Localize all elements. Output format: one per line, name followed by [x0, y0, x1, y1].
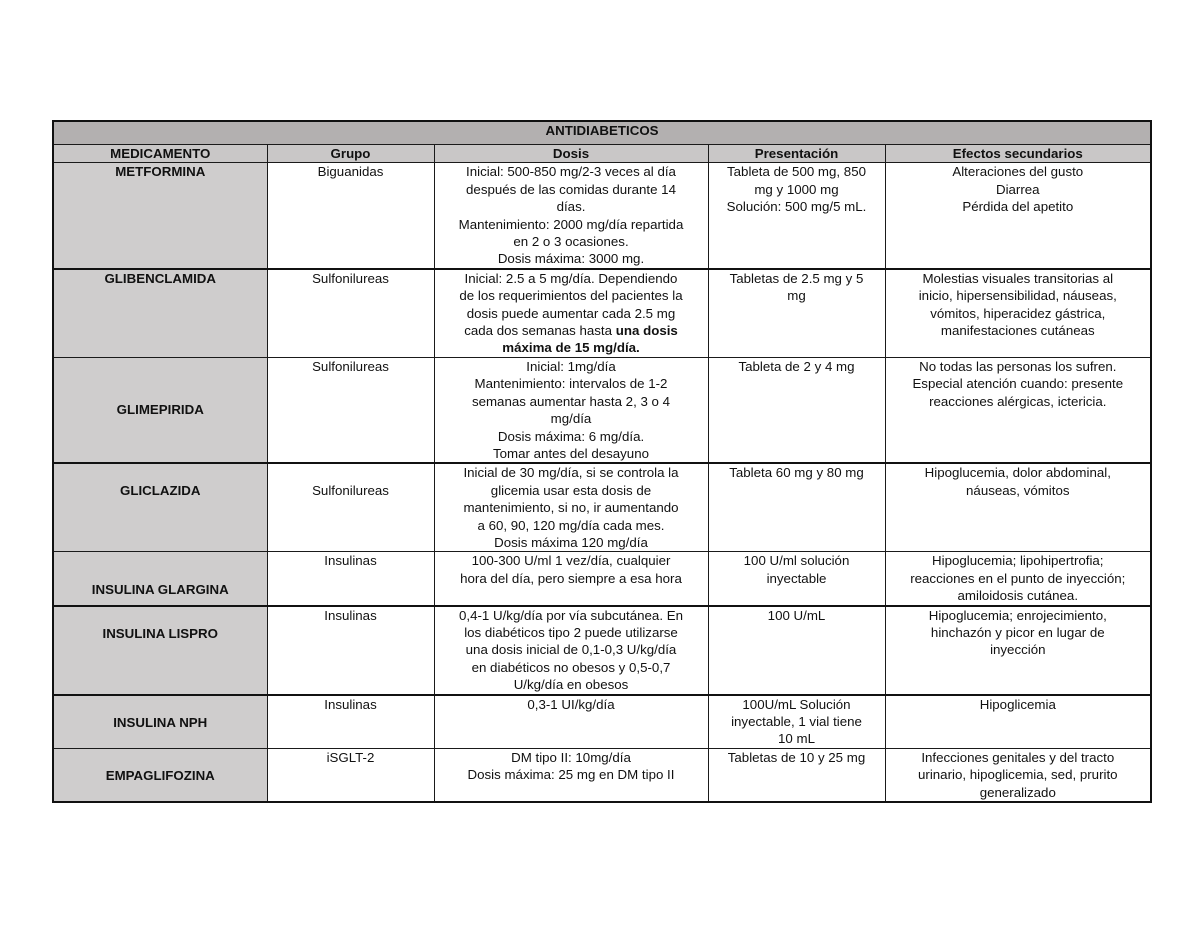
side-effect-line: reacciones alérgicas, ictericia. — [929, 393, 1107, 409]
drug-dose — [434, 163, 708, 269]
presentation-line: Tabletas de 2.5 mg y 5 — [729, 270, 864, 286]
drug-name: EMPAGLIFOZINA — [53, 748, 267, 802]
drug-presentation — [708, 748, 885, 802]
dose-line: Mantenimiento: 2000 mg/día repartida — [458, 216, 684, 232]
dose-line: de los requerimientos del pacientes la — [459, 288, 683, 304]
dose-line: Dosis máxima 120 mg/día — [494, 534, 648, 550]
side-effect-line: Hipoglicemia — [979, 696, 1056, 712]
dose-line: DM tipo II: 10mg/día — [511, 749, 631, 765]
presentation-line: 100 U/ml solución — [743, 553, 850, 569]
drug-name: METFORMINA — [53, 163, 267, 269]
dose-line: Dosis máxima: 6 mg/día. — [497, 428, 645, 444]
side-effect-line: generalizado — [979, 784, 1056, 800]
drug-dose — [434, 269, 708, 358]
drug-group: Biguanidas — [267, 163, 434, 269]
presentation-line: 100U/mL Solución — [742, 696, 851, 712]
drug-group: Insulinas — [267, 695, 434, 749]
table-row — [53, 269, 1151, 358]
dose-line: 100-300 U/ml 1 vez/día, cualquier — [471, 553, 671, 569]
dose-line: mg/día — [550, 411, 592, 427]
drug-presentation — [708, 606, 885, 695]
drug-side-effects — [885, 357, 1151, 463]
drug-dose — [434, 695, 708, 749]
side-effect-line: Especial atención cuando: presente — [912, 376, 1124, 392]
drug-presentation — [708, 552, 885, 606]
drug-side-effects — [885, 269, 1151, 358]
antidiabetics-table — [52, 120, 1152, 803]
drug-name: INSULINA LISPRO — [53, 606, 267, 695]
header-dosis: Dosis — [434, 145, 708, 163]
dose-line: Mantenimiento: intervalos de 1-2 — [474, 376, 668, 392]
presentation-line: Tableta de 500 mg, 850 — [727, 164, 866, 180]
side-effect-line: Molestias visuales transitorias al — [922, 270, 1114, 286]
header-grupo: Grupo — [267, 145, 434, 163]
dose-line: Dosis máxima: 3000 mg. — [497, 251, 645, 267]
drug-group: Insulinas — [267, 606, 434, 695]
presentation-line: inyectable, 1 vial tiene — [731, 714, 862, 729]
table-row — [53, 748, 1151, 802]
table-row — [53, 552, 1151, 606]
presentation-line: inyectable — [766, 570, 827, 586]
dose-line: semanas aumentar hasta 2, 3 o 4 — [471, 393, 671, 409]
table-row — [53, 357, 1151, 463]
drug-group: Sulfonilureas — [267, 357, 434, 463]
header-presentacion: Presentación — [708, 145, 885, 163]
drug-group: Sulfonilureas — [267, 463, 434, 552]
table-row — [53, 606, 1151, 695]
dose-line: Inicial: 1mg/día — [526, 358, 616, 374]
header-efectos: Efectos secundarios — [885, 145, 1151, 163]
dose-line: hora del día, pero siempre a esa hora — [460, 570, 682, 586]
drug-dose — [434, 552, 708, 606]
drug-dose — [434, 357, 708, 463]
dose-line: una dosis inicial de 0,1-0,3 U/kg/día — [465, 642, 677, 658]
side-effect-line: manifestaciones cutáneas — [940, 323, 1095, 339]
drug-name: GLIBENCLAMIDA — [53, 269, 267, 358]
drug-presentation — [708, 163, 885, 269]
drug-side-effects — [885, 163, 1151, 269]
drug-dose — [434, 463, 708, 552]
drug-name: INSULINA NPH — [53, 695, 267, 749]
dose-text: cada dos semanas hasta — [464, 323, 613, 339]
dose-line: mantenimiento, si no, ir aumentando — [463, 500, 679, 516]
drug-side-effects — [885, 748, 1151, 802]
side-effect-line: Hipoglucemia, dolor abdominal, — [924, 465, 1111, 481]
dose-line: a 60, 90, 120 mg/día cada mes. — [477, 517, 665, 533]
side-effect-line: Alteraciones del gusto — [952, 164, 1084, 180]
side-effect-line: inyección — [990, 642, 1046, 658]
drug-name: INSULINA GLARGINA — [53, 552, 267, 606]
side-effect-line: Hipoglucemia; enrojecimiento, — [928, 607, 1107, 623]
table-row — [53, 163, 1151, 269]
presentation-line: Solución: 500 mg/5 mL. — [726, 199, 867, 215]
drug-side-effects — [885, 463, 1151, 552]
dose-max-emphasis: una dosis — [615, 323, 678, 339]
presentation-line: Tableta 60 mg y 80 mg — [729, 465, 864, 481]
dose-line: Inicial: 2.5 a 5 mg/día. Dependiendo — [464, 270, 678, 286]
dose-line: 0,4-1 U/kg/día por vía subcutánea. En — [459, 607, 683, 623]
dose-line: en diabéticos no obesos y 0,5-0,7 — [471, 659, 671, 675]
table-row — [53, 463, 1151, 552]
presentation-line: Tabletas de 10 y 25 mg — [727, 749, 866, 765]
drug-side-effects — [885, 606, 1151, 695]
table-title: ANTIDIABETICOS — [53, 121, 1151, 145]
drug-side-effects — [885, 552, 1151, 606]
side-effect-line: urinario, hipoglicemia, sed, prurito — [918, 767, 1118, 783]
side-effect-line: hinchazón y picor en lugar de — [930, 624, 1105, 640]
drug-dose — [434, 748, 708, 802]
side-effect-line: No todas las personas los sufren. — [919, 358, 1117, 374]
header-medicamento: MEDICAMENTO — [53, 145, 267, 163]
table-row — [53, 695, 1151, 749]
dose-line: los diabéticos tipo 2 puede utilizarse — [464, 624, 678, 640]
dose-line: dosis puede aumentar cada 2.5 mg — [466, 305, 676, 321]
drug-presentation — [708, 269, 885, 358]
drug-name: GLIMEPIRIDA — [53, 357, 267, 463]
side-effect-line: Pérdida del apetito — [962, 199, 1074, 215]
dose-line: Inicial de 30 mg/día, si se controla la — [463, 465, 679, 481]
side-effect-line: Infecciones genitales y del tracto — [921, 749, 1115, 765]
presentation-line: mg y 1000 mg — [754, 181, 839, 197]
dose-line: Dosis máxima: 25 mg en DM tipo II — [467, 767, 675, 783]
drug-name: GLICLAZIDA — [53, 463, 267, 552]
dose-line: glicemia usar esta dosis de — [490, 482, 652, 498]
side-effect-line: vómitos, hiperacidez gástrica, — [930, 305, 1106, 321]
side-effect-line: reacciones en el punto de inyección; — [910, 570, 1126, 586]
dose-line: en 2 o 3 ocasiones. — [513, 234, 629, 250]
drug-presentation — [708, 695, 885, 749]
drug-side-effects — [885, 695, 1151, 749]
presentation-line: Tableta de 2 y 4 mg — [738, 358, 855, 374]
dose-line: Tomar antes del desayuno — [493, 445, 649, 461]
drug-group: Sulfonilureas — [267, 269, 434, 358]
dose-max-emphasis: máxima de 15 mg/día. — [502, 340, 640, 356]
side-effect-line: Diarrea — [995, 181, 1040, 197]
dose-line: días. — [556, 199, 586, 215]
presentation-line: 10 mL — [778, 731, 815, 747]
dose-line: después de las comidas durante 14 — [466, 181, 676, 197]
presentation-line: mg — [787, 288, 806, 304]
drug-presentation — [708, 463, 885, 552]
dose-line: U/kg/día en obesos — [513, 677, 629, 693]
dose-line: 0,3-1 UI/kg/día — [527, 696, 615, 712]
side-effect-line: Hipoglucemia; lipohipertrofia; — [932, 553, 1104, 569]
dose-line — [439, 322, 704, 339]
drug-group: iSGLT-2 — [267, 748, 434, 802]
drug-dose — [434, 606, 708, 695]
side-effect-line: amiloidosis cutánea. — [957, 588, 1079, 604]
side-effect-line: náuseas, vómitos — [966, 482, 1070, 498]
side-effect-line: inicio, hipersensibilidad, náuseas, — [918, 288, 1117, 304]
dose-line: Inicial: 500-850 mg/2-3 veces al día — [466, 164, 676, 180]
presentation-line: 100 U/mL — [767, 607, 826, 623]
drug-group: Insulinas — [267, 552, 434, 606]
drug-presentation — [708, 357, 885, 463]
